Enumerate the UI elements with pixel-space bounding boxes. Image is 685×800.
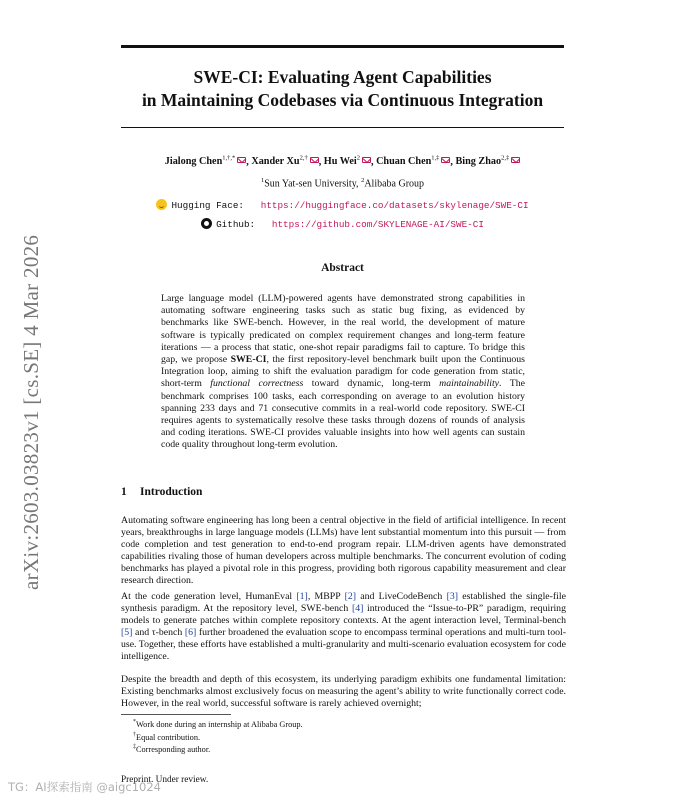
abstract-body: Large language model (LLM)-powered agents have demonstrated strong capabilities in automating software engineering tasks such as static bug fixing, as evidenced by benchmarks like SWE-bench. However, in the real world, the development of mature software is typically predicated on complex requirement changes and long-term feature iterations — a process that static, one-shot repair paradigms fail to capture. To bridge this gap, we propose SWE-CI, the first repository-level benchmark built upon the Continuous Integration loop, aiming to shift the evaluation paradigm for code generation from static, short-term functional correctness toward dynamic, long-term maintainability. The benchmark comprises 100 tasks, each corresponding on average to an evolution history spanning 233 days and 71 consecutive commits in a real-world code repository. SWE-CI requires agents to systematically resolve these tasks through dozens of rounds of analysis and coding iterations. SWE-CI provides valuable insights into how well agents can sustain code quality throughout long-term evolution.	[161, 293, 525, 451]
footnote-rule	[121, 714, 231, 715]
citation-link[interactable]: [2]	[344, 591, 356, 602]
huggingface-url[interactable]: https://huggingface.co/datasets/skylenage/SWE-CI	[260, 200, 529, 211]
footnote-1: *Work done during an internship at Alibaba Group.	[133, 719, 303, 729]
author-3: Hu Wei$^2$	[324, 156, 371, 167]
author-list: Jialong Chen$^{1,\dagger,*}$ , Xander $Xu^{2,\dagger}$ , Hu Wei$^2$ , Chuan Chen$^{1,\ddagger}$ , Bing Zhao$^{2,\ddagger}$	[40, 155, 645, 167]
author-4: Chuan Chen$^{1,\ddagger}$	[376, 156, 450, 167]
citation-link[interactable]: [4]	[351, 602, 364, 614]
hugging-face-icon	[156, 199, 167, 210]
title-top-rule	[121, 45, 564, 48]
affiliations: $^1$Sun Yat-sen University, $^2$Alibaba Group	[260, 177, 425, 190]
footnote-2: †Equal contribution.	[133, 732, 201, 742]
huggingface-link-row: Hugging Face: https://huggingface.co/datasets/skylenage/SWE-CI	[0, 199, 685, 211]
citation-link[interactable]: [3]	[446, 591, 458, 602]
section-heading-introduction: 1 Introduction	[121, 486, 203, 498]
watermark: TG：AI探索指南 @aigc1024	[8, 780, 161, 794]
email-icon[interactable]	[441, 157, 450, 163]
preprint-notice: Preprint. Under review.	[121, 775, 209, 785]
email-icon[interactable]	[511, 157, 520, 163]
intro-paragraph-3: Despite the breadth and depth of this ecosystem, its underlying paradigm exhibits one fundamental limitation: Existing benchmarks almost exclusively focus on measuring the agent’s ability to write functionally correct code. However, in the real world, successful software is rarely achieved overnight;	[121, 674, 566, 709]
footnote-3: ‡Corresponding author.	[133, 744, 211, 754]
email-icon[interactable]	[237, 157, 246, 163]
author-1: Jialong Chen$^{1,\dagger,*}$	[165, 156, 246, 167]
abstract-heading: Abstract	[321, 262, 364, 274]
title-line-1: SWE-CI: Evaluating Agent Capabilities	[193, 67, 492, 87]
intro-paragraph-1: Automating software engineering has long been a central objective in the field of artificial intelligence. In recent years, breakthroughs in large language models (LLMs) have lent substantial momentum into this pursuit — from code completion and test generation to end-to-end program repair. LLM-driven agents have demonstrated capabilities rivaling those of human developers across multiple benchmarks. The concurrent evolution of coding benchmarks has played a pivotal role in this progress, providing both rigorous capability measurement and clear research direction.	[121, 515, 566, 586]
author-5: Bing Zhao$^{2,\ddagger}$	[456, 156, 521, 167]
affiliation-2: Alibaba Group	[364, 178, 425, 190]
github-icon	[201, 218, 212, 229]
github-url[interactable]: https://github.com/SKYLENAGE-AI/SWE-CI	[271, 219, 484, 230]
citation-link[interactable]: [6]	[184, 626, 197, 638]
email-icon[interactable]	[310, 157, 319, 163]
paper-title	[100, 66, 585, 112]
github-link-row: Github: https://github.com/SKYLENAGE-AI/SWE-CI	[0, 218, 685, 230]
citation-link[interactable]: [1]	[296, 591, 308, 602]
affiliation-1: Sun Yat-sen University,	[264, 178, 359, 190]
arxiv-stamp: arXiv:2603.03823v1 [cs.SE] 4 Mar 2026	[19, 234, 43, 590]
citation-link[interactable]: [5]	[121, 626, 133, 638]
title-bottom-rule	[121, 127, 564, 128]
intro-paragraph-2: At the code generation level, HumanEval [1], MBPP [2] and LiveCodeBench [3] established the single-file synthesis paradigm. At the repository level, SWE-bench [4] introduced the “Issue-to-PR” paradigm, requiring models to generate patches within complete repository contexts. At the agent interaction level, Terminal-bench [5] and τ-bench [6] further broadened the evaluation scope to encompass terminal operations and multi-turn tool-use. Together, these efforts have established a multi-granularity and multi-scenario evaluation ecosystem for code intelligence.	[121, 591, 566, 662]
author-2: Xander $Xu^{2,\dagger}$	[251, 156, 318, 167]
email-icon[interactable]	[362, 157, 371, 163]
title-line-2: in Maintaining Codebases via Continuous Integration	[141, 90, 544, 110]
